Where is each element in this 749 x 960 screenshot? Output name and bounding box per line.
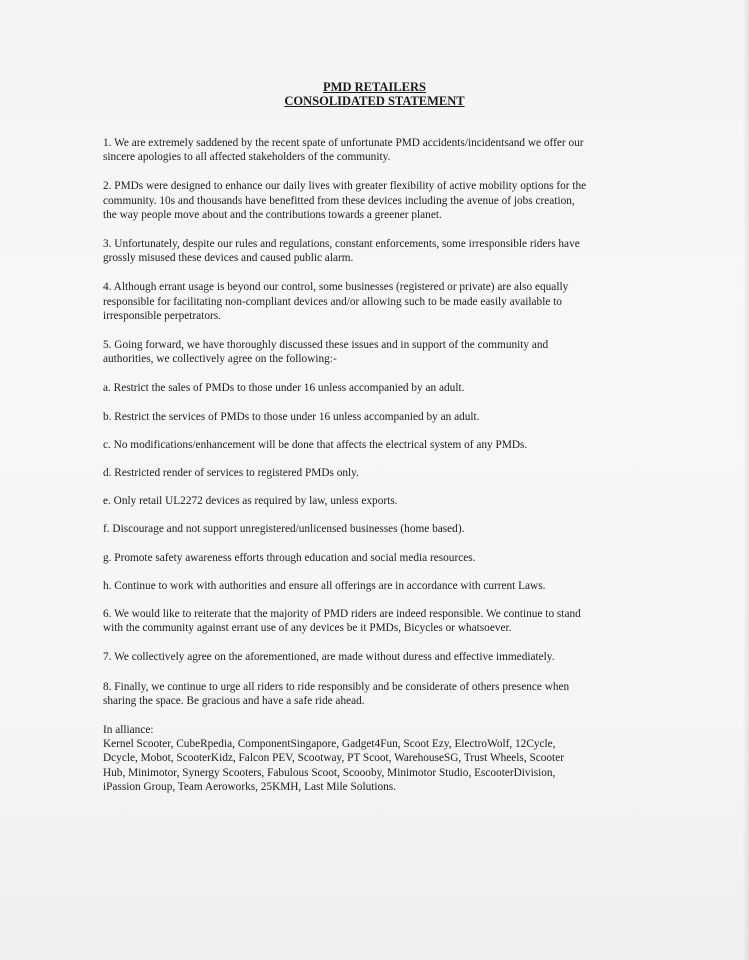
clause-h: h. Continue to work with authorities and ensure all offerings are in accordance with current Laws. <box>103 579 546 592</box>
clause-e: e. Only retail UL2272 devices as required by law, unless exports. <box>103 495 398 508</box>
clause-c: c. No modifications/enhancement will be done that affects the electrical system of any PMDs. <box>103 438 528 451</box>
paragraph-3: 3. Unfortunately, despite our rules and regulations, constant enforcements, some irresponsible riders have grossly misused these devices and caused public alarm. <box>103 238 580 265</box>
paragraph-8: 8. Finally, we continue to urge all riders to ride responsibly and be considerate of others presence when sharing the space. Be gracious and have a safe ride ahead. <box>103 680 570 707</box>
paragraph-5: 5. Going forward, we have thoroughly discussed these issues and in support of the community and authorities, we collectively agree on the following:- <box>103 339 549 366</box>
clause-f: f. Discourage and not support unregistered/unlicensed businesses (home based). <box>103 523 465 536</box>
clause-a: a. Restrict the sales of PMDs to those under 16 unless accompanied by an adult. <box>103 382 465 395</box>
document-body <box>103 136 643 808</box>
title-line-1: PMD RETAILERS <box>323 80 426 94</box>
clause-g: g. Promote safety awareness efforts through education and social media resources. <box>103 551 476 564</box>
paragraph-7: 7. We collectively agree on the aforementioned, are made without duress and effective immediately. <box>103 651 555 664</box>
document-header <box>0 80 749 108</box>
alliance-list: In alliance: Kernel Scooter, CubeRpedia, ComponentSingapore, Gadget4Fun, Scoot Ezy, ElectroWolf, 12Cycle, Dcycle, Mobot, ScooterKidz, Falcon PEV, Scootway, PT Scoot, WarehouseSG, Trust Wheels, Scooter Hub, Minimotor, Synergy Scooters, Fabulous Scoot, Scoooby, Minimotor Studio, EscooterDivision, iPassion Group, Team Aeroworks, 25KMH, Last Mile Solutions. <box>103 724 564 793</box>
paragraph-4: 4. Although errant usage is beyond our control, some businesses (registered or private) are also equally responsible for facilitating non-compliant devices and/or allowing such to be made easily available to irresponsible perpetrators. <box>103 281 569 322</box>
clause-d: d. Restricted render of services to registered PMDs only. <box>103 467 359 480</box>
title-line-2: CONSOLIDATED STATEMENT <box>284 94 465 108</box>
paragraph-2: 2. PMDs were designed to enhance our daily lives with greater flexibility of active mobility options for the community. 10s and thousands have benefitted from these devices including the avenue of jobs creation, the way people move about and the contributions towards a greener planet. <box>103 180 587 221</box>
clause-b: b. Restrict the services of PMDs to those under 16 unless accompanied by an adult. <box>103 410 480 423</box>
paragraph-6: 6. We would like to reiterate that the majority of PMD riders are indeed responsible. We continue to stand with the community against errant use of any devices be it PMDs, Bicycles or whatsoever. <box>103 608 581 635</box>
paragraph-1: 1. We are extremely saddened by the recent spate of unfortunate PMD accidents/incidentsand we offer our sincere apologies to all affected stakeholders of the community. <box>103 137 584 164</box>
